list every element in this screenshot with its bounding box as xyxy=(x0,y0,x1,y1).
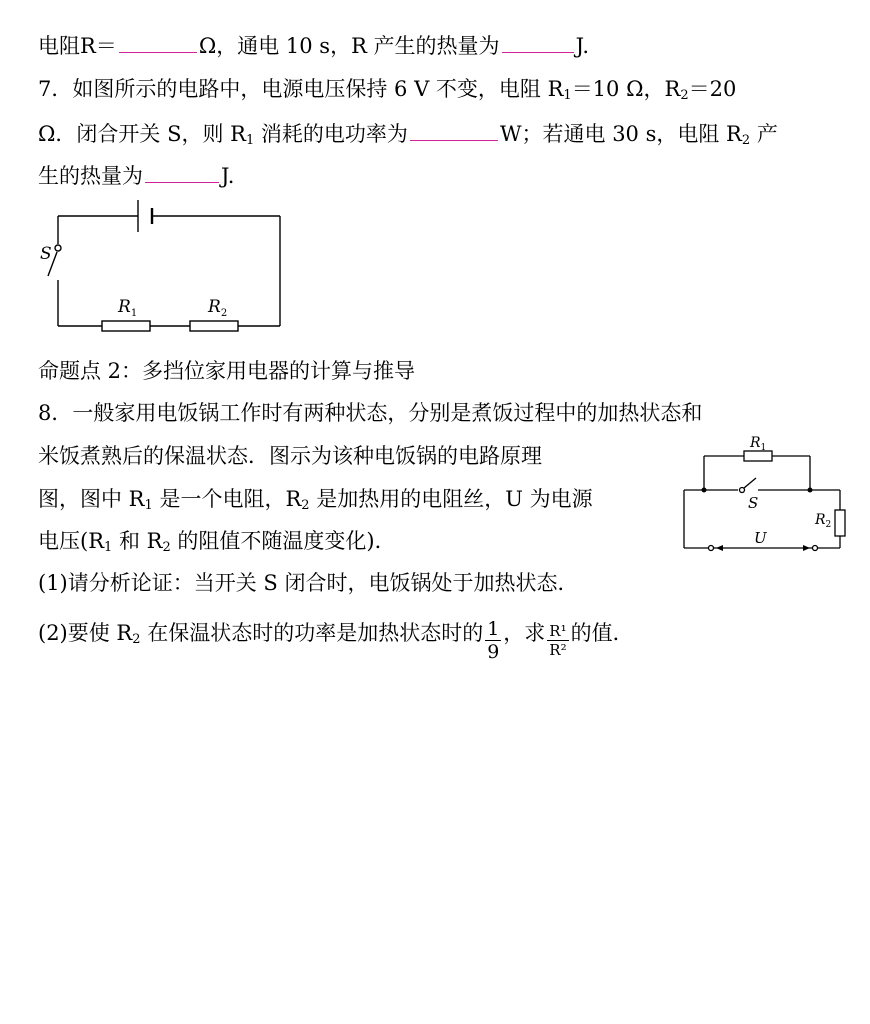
text-segment: 的阻值不随温度变化)． xyxy=(170,529,396,553)
subscript: 2 xyxy=(741,133,751,148)
subscript: 1 xyxy=(245,133,255,148)
fraction-denominator: R² xyxy=(549,641,567,659)
q7-line-2 xyxy=(38,118,778,149)
r2-label: $R_2$ xyxy=(208,297,228,319)
subscript: 2 xyxy=(162,540,171,555)
q8-line-2: 米饭煮熟后的保温状态．图示为该种电饭锅的电路原理 xyxy=(38,444,542,468)
fraction-one-ninth xyxy=(485,618,501,663)
answer-blank[interactable] xyxy=(502,30,574,53)
q7-circuit-diagram xyxy=(40,196,300,336)
resistor-r1 xyxy=(744,451,772,461)
text-segment: 图，图中 R xyxy=(38,487,145,511)
junction-left xyxy=(702,488,707,493)
switch-blade xyxy=(744,478,756,488)
q8-line-1: 8．一般家用电饭锅工作时有两种状态，分别是煮饭过程中的加热状态和 xyxy=(38,401,703,425)
switch-left-contact xyxy=(740,488,745,493)
text-segment: 7．如图所示的电路中，电源电压保持 6 V 不变，电阻 R xyxy=(38,77,564,101)
r1-label: $R_1$ xyxy=(118,297,138,319)
text-segment: 电阻R＝ xyxy=(38,34,117,58)
text-segment: 电压(R xyxy=(38,529,105,553)
fraction-numerator: 1 xyxy=(487,618,500,640)
junction-right xyxy=(808,488,813,493)
text-segment: Ω．闭合开关 S，则 R xyxy=(38,122,246,146)
q8-circuit-diagram xyxy=(676,430,848,560)
q8-line-3 xyxy=(38,484,593,514)
q8-part-1: (1)请分析论证：当开关 S 闭合时，电饭锅处于加热状态． xyxy=(38,571,579,595)
answer-blank[interactable] xyxy=(410,118,498,141)
subscript: 2 xyxy=(301,498,310,513)
subscript: 2 xyxy=(132,632,141,647)
subscript: 1 xyxy=(563,88,572,103)
fraction-numerator: R¹ xyxy=(549,622,567,640)
q8-line-4 xyxy=(38,526,396,556)
switch-label: S xyxy=(40,244,52,264)
resistor-r2 xyxy=(835,510,845,536)
terminal-right xyxy=(813,546,818,551)
text-segment: W；若通电 30 s，电阻 R xyxy=(499,122,742,146)
section-heading: 命题点 2：多挡位家用电器的计算与推导 xyxy=(38,359,416,383)
text-segment: 在保温状态时的功率是加热状态时的 xyxy=(140,621,484,645)
q7-line-3 xyxy=(38,160,234,191)
text-segment: 消耗的电功率为 xyxy=(254,122,408,146)
text-segment: 的值． xyxy=(570,621,634,645)
r2-label: $R_2$ xyxy=(815,512,832,530)
text-segment: 产 xyxy=(750,122,778,146)
text-segment: ，求 xyxy=(503,621,546,645)
q8-part-2 xyxy=(38,612,634,663)
text-segment: (2)要使 R xyxy=(38,621,133,645)
resistor-r1 xyxy=(102,321,150,331)
text-segment: Ω，通电 10 s，R 产生的热量为 xyxy=(198,34,500,58)
text-segment: ＝20 xyxy=(688,77,737,101)
switch-pivot xyxy=(55,245,61,251)
arrow-right xyxy=(803,545,810,551)
text-segment: 生的热量为 xyxy=(38,164,143,188)
text-segment: 是加热用的电阻丝，U 为电源 xyxy=(309,487,593,511)
text-segment: J. xyxy=(221,164,235,188)
text-segment: ＝10 Ω，R xyxy=(571,77,681,101)
r1-label: $R_1$ xyxy=(750,435,767,453)
fraction-denominator: 9 xyxy=(487,641,500,663)
arrow-left xyxy=(716,545,723,551)
switch-label: S xyxy=(748,494,759,512)
subscript: 2 xyxy=(680,88,689,103)
answer-blank[interactable] xyxy=(145,160,219,183)
text-segment: 和 R xyxy=(112,529,163,553)
text-segment: 是一个电阻，R xyxy=(152,487,302,511)
q7-line-1 xyxy=(38,74,736,104)
subscript: 1 xyxy=(144,498,153,513)
fraction-r1-over-r2 xyxy=(547,622,568,659)
terminal-left xyxy=(709,546,714,551)
subscript: 1 xyxy=(104,540,113,555)
voltage-label: U xyxy=(754,529,767,547)
text-segment: J. xyxy=(575,34,590,58)
q6-continuation-line xyxy=(38,30,589,61)
resistor-r2 xyxy=(190,321,238,331)
answer-blank[interactable] xyxy=(119,30,197,53)
